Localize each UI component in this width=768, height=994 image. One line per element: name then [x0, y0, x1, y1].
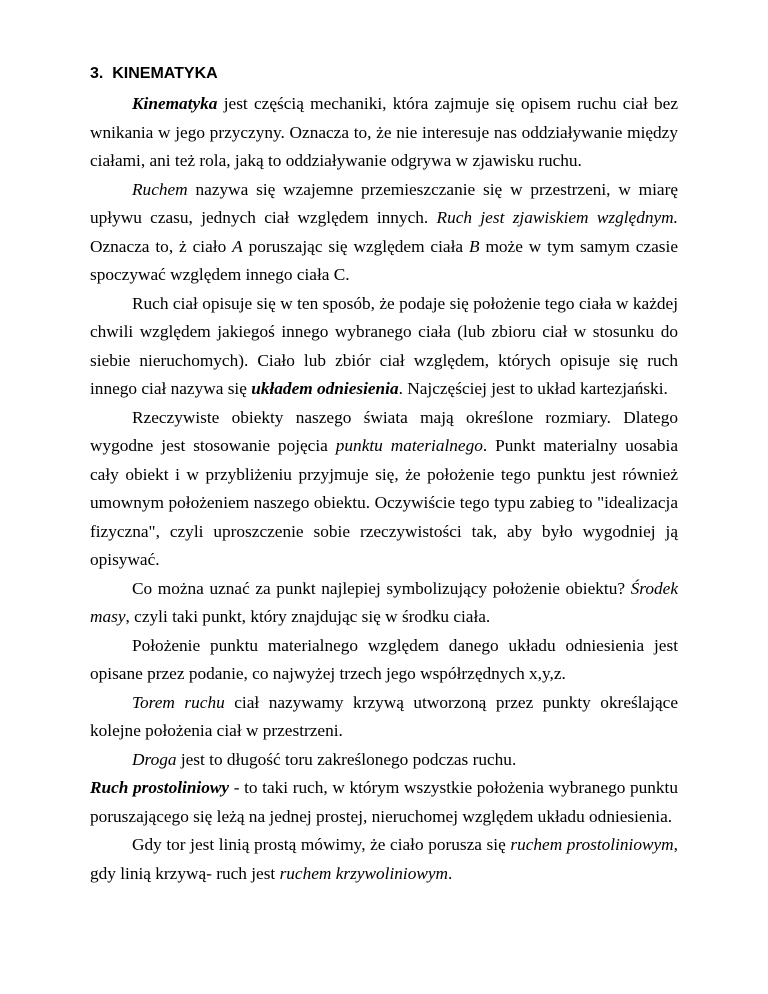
p4-text2: . Punkt materialny uosabia cały obiekt i w przybliżeniu przyjmuje się, że położenie tego punktu jest również umownym położeniem naszego obiektu. Oczywiście tego typu zabieg to "idealizacja fizyczna", czyli uproszczenie sobie rzeczywistości tak, aby było wygodniej ją opisywać.	[90, 436, 679, 569]
p10-text3: .	[448, 863, 453, 883]
term-tor-ruchu: Torem ruchu	[132, 692, 225, 712]
p3-text1: Ruch ciał opisuje się w ten sposób, że podaje się położenie tego ciała w każdej chwili względem jakiegoś innego wybranego ciała (lub zbioru ciał w stosunku do siebie nieruchomych). Ciało lub zbiór ciał względem, których opisuje się ruch innego ciał nazywa się	[90, 293, 678, 398]
term-kinematyka: Kinematyka	[132, 94, 218, 113]
term-ruch-krzywoliniowy: ruchem krzywoliniowym	[279, 863, 449, 883]
p4-text1: Rzeczywiste obiekty naszego świata mają określone rozmiary. Dlatego wygodne jest stosowanie pojęcia	[90, 407, 678, 455]
paragraph-rectilinear-motion	[90, 774, 678, 831]
term-uklad-odniesienia: układem odniesienia	[251, 379, 399, 398]
paragraph-center-of-mass	[90, 575, 678, 632]
paragraph-material-point	[90, 404, 678, 575]
p5-text1: Co można uznać za punkt najlepiej symbolizujący położenie obiektu?	[132, 578, 631, 598]
p9-text: - to taki ruch, w którym wszystkie położenia wybranego punktu poruszającego się leżą na jednej prostej, nieruchomej względem układu odniesienia.	[90, 778, 678, 826]
paragraph-motion-definition	[90, 176, 678, 290]
term-ruch-prostoliniowy: Ruch prostoliniowy	[90, 778, 230, 797]
p8-text: jest to długość toru zakreślonego podczas ruchu.	[176, 749, 517, 769]
p3-text2: . Najczęściej jest to układ kartezjański.	[398, 379, 668, 398]
document-page	[90, 60, 678, 888]
paragraph-kinematics-definition	[90, 90, 678, 176]
p6-text: Położenie punktu materialnego względem danego układu odniesienia jest opisane przez podanie, co najwyżej trzech jego współrzędnych x,y,z.	[90, 635, 678, 683]
p10-text2: , gdy linią krzywą- ruch jest	[90, 835, 678, 883]
term-punkt-materialny: punktu materialnego	[335, 436, 483, 455]
term-droga: Droga	[132, 749, 177, 769]
term-ruch-prostoliniowy-italic: ruchem prostoliniowym	[510, 835, 674, 854]
p1-text: jest częścią mechaniki, która zajmuje się opisem ruchu ciał bez wnikania w jego przyczyny. Oznacza to, że nie interesuje nas oddziaływanie między ciałami, ani też rola, jaką to oddziaływanie odgrywa w zjawisku ruchu.	[90, 94, 678, 170]
p5-text2: , czyli taki punkt, który znajdując się w środku ciała.	[125, 607, 491, 626]
p7-text: ciał nazywamy krzywą utworzoną przez punkty określające kolejne położenia ciał w przestrzeni.	[90, 692, 678, 740]
paragraph-motion-types	[90, 831, 678, 888]
paragraph-distance	[90, 746, 678, 775]
section-heading: 3. KINEMATYKA	[90, 65, 218, 82]
p2-text1: nazywa się wzajemne przemieszczanie się w przestrzeni, w miarę upływu czasu, jednych ciał względem innych.	[90, 179, 678, 227]
p2-text4: może w tym samym czasie spoczywać względem innego ciała C.	[90, 236, 678, 284]
p2-text3: poruszając się względem ciała	[242, 236, 469, 256]
term-ruchem: Ruchem	[132, 179, 188, 199]
paragraph-trajectory	[90, 689, 678, 746]
p2-italic-statement: Ruch jest zjawiskiem względnym.	[436, 208, 678, 227]
paragraph-position	[90, 632, 678, 689]
term-srodek-masy: Środek masy	[90, 578, 678, 626]
body-a-label: A	[232, 236, 243, 256]
body-b-label: B	[468, 236, 480, 256]
paragraph-reference-frame	[90, 290, 678, 404]
p10-text1: Gdy tor jest linią prostą mówimy, że ciało porusza się	[132, 835, 511, 854]
p2-text2: Oznacza to, ż ciało	[90, 236, 233, 256]
